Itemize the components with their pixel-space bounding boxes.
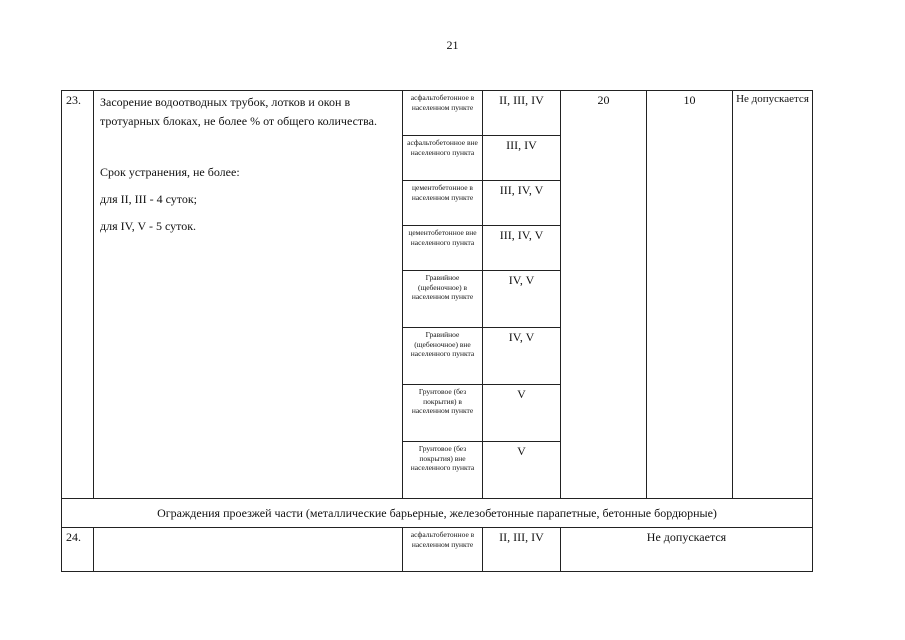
surface-type: Гравийное (щебеночное) вне населенного пункта bbox=[403, 328, 483, 385]
road-categories: IV, V bbox=[483, 328, 561, 385]
surface-type: асфальтобетонное вне населенного пункта bbox=[403, 136, 483, 181]
deadline-line: для II, III - 4 суток; bbox=[100, 192, 198, 206]
road-categories: III, IV bbox=[483, 136, 561, 181]
section-row bbox=[62, 499, 813, 528]
road-categories: IV, V bbox=[483, 271, 561, 328]
road-categories: II, III, IV bbox=[483, 528, 561, 572]
row-number: 23. bbox=[62, 91, 94, 499]
deadline-title: Срок устранения, не более: bbox=[100, 165, 240, 179]
surface-type: цементобетонное в населенном пункте bbox=[403, 181, 483, 226]
deadline-line: для IV, V - 5 суток. bbox=[100, 219, 197, 233]
surface-type: асфальтобетонное в населенном пункте bbox=[403, 91, 483, 136]
surface-type: Гравийное (щебеночное) в населенном пункте bbox=[403, 271, 483, 328]
road-categories: II, III, IV bbox=[483, 91, 561, 136]
requirements-table bbox=[61, 90, 813, 572]
value-cell: 20 bbox=[561, 91, 647, 499]
surface-type: цементобетонное вне населенного пункта bbox=[403, 226, 483, 271]
row-description bbox=[94, 528, 403, 572]
note-cell: Не допускается bbox=[561, 528, 813, 572]
road-categories: V bbox=[483, 385, 561, 442]
page-number: 21 bbox=[446, 38, 459, 52]
road-categories: III, IV, V bbox=[483, 226, 561, 271]
surface-type: Грунтовое (без покрытия) в населенном пункте bbox=[403, 385, 483, 442]
surface-type: Грунтовое (без покрытия) вне населенного пункта bbox=[403, 442, 483, 499]
value-cell: 10 bbox=[647, 91, 733, 499]
row-description bbox=[94, 91, 403, 499]
defect-description: Засорение водоотводных трубок, лотков и окон в тротуарных блоках, не более % от общего количества. bbox=[100, 95, 377, 128]
road-categories: III, IV, V bbox=[483, 181, 561, 226]
table-row bbox=[62, 91, 813, 136]
note-cell: Не допускается bbox=[733, 91, 813, 499]
section-header: Ограждения проезжей части (металлические барьерные, железобетонные парапетные, бетонные бордюрные) bbox=[62, 499, 813, 528]
road-categories: V bbox=[483, 442, 561, 499]
surface-type: асфальтобетонное в населенном пункте bbox=[403, 528, 483, 572]
row-number: 24. bbox=[62, 528, 94, 572]
table-row bbox=[62, 528, 813, 572]
